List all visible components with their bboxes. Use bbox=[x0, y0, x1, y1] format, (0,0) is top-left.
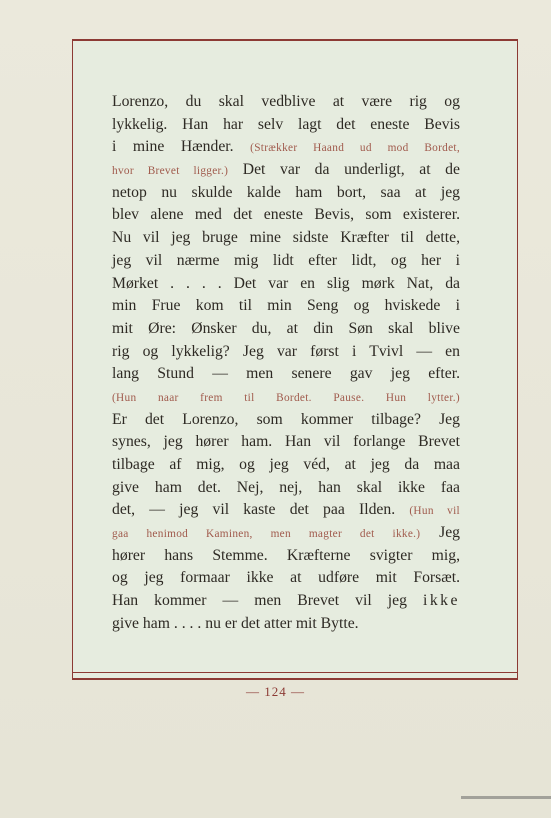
text-line bbox=[112, 499, 460, 522]
text-line bbox=[112, 545, 460, 568]
text-line bbox=[112, 227, 460, 250]
stage-direction: (Hun vil bbox=[409, 505, 460, 518]
text-line bbox=[112, 204, 460, 227]
text-line bbox=[112, 318, 460, 341]
dialogue-text: og jeg formaar ikke at udføre mit Forsæt. bbox=[112, 569, 460, 587]
emphasized-word: ikke bbox=[422, 592, 460, 610]
dialogue-text: lykkelig. Han har selv lagt det eneste Bevis bbox=[112, 115, 460, 133]
text-line bbox=[112, 159, 460, 182]
dialogue-text: lang Stund — men senere gav jeg efter. bbox=[112, 365, 460, 383]
dialogue-text: Er det Lorenzo, som kommer tilbage? Jeg bbox=[112, 410, 460, 428]
text-line bbox=[112, 136, 460, 159]
dialogue-text: Han kommer — men Brevet vil jeg bbox=[112, 592, 423, 610]
dialogue-text: Lorenzo, du skal vedblive at være rig og bbox=[112, 93, 460, 110]
page-number: — 124 — bbox=[246, 684, 305, 699]
dialogue-text: hører hans Stemme. Kræfterne svigter mig, bbox=[112, 546, 460, 564]
text-line bbox=[112, 431, 460, 454]
dialogue-text: Jeg bbox=[420, 524, 460, 542]
text-line bbox=[112, 363, 460, 386]
text-line bbox=[112, 91, 460, 114]
dialogue-text: i mine Hænder. bbox=[112, 138, 251, 156]
dialogue-text: give ham det. Nej, nej, han skal ikke faa bbox=[112, 478, 460, 496]
text-line bbox=[112, 613, 460, 636]
text-line bbox=[112, 454, 460, 477]
dialogue-text: mit Øre: Ønsker du, at din Søn skal blive bbox=[112, 319, 460, 337]
dialogue-text: det, — jeg vil kaste det paa Ilden. bbox=[112, 501, 410, 519]
text-line bbox=[112, 273, 460, 296]
text-line bbox=[112, 590, 460, 613]
stage-direction: gaa henimod Kaminen, men magter det ikke.) bbox=[112, 528, 421, 541]
body-text bbox=[112, 91, 460, 636]
dialogue-text: Det var da underligt, at de bbox=[228, 161, 460, 179]
text-line bbox=[112, 341, 460, 364]
text-line bbox=[112, 477, 460, 500]
dialogue-text: blev alene med det eneste Bevis, som existerer. bbox=[112, 206, 460, 224]
dialogue-text: min Frue kom til min Seng og hviskede i bbox=[112, 297, 460, 315]
text-line bbox=[112, 182, 460, 205]
stage-direction: (Hun naar frem til Bordet. Pause. Hun lytter.) bbox=[112, 391, 460, 404]
dialogue-text: jeg vil nærme mig lidt efter lidt, og her i bbox=[112, 251, 460, 269]
dialogue-text: Nu vil jeg bruge mine sidste Kræfter til dette, bbox=[112, 229, 460, 247]
text-line bbox=[112, 567, 460, 590]
dialogue-text: rig og lykkelig? Jeg var først i Tvivl — en bbox=[112, 342, 460, 360]
text-line bbox=[112, 114, 460, 137]
dialogue-text: give ham . . . . nu er det atter mit Bytte. bbox=[112, 614, 359, 632]
text-line bbox=[112, 250, 460, 273]
text-line bbox=[112, 522, 460, 545]
dialogue-text: synes, jeg hører ham. Han vil forlange Brevet bbox=[112, 433, 460, 451]
stage-direction: hvor Brevet ligger.) bbox=[112, 165, 229, 178]
stage-direction: (Strækker Haand ud mod Bordet, bbox=[250, 142, 460, 155]
text-line bbox=[112, 386, 460, 409]
dialogue-text: netop nu skulde kalde ham bort, saa at jeg bbox=[112, 183, 460, 201]
text-line bbox=[112, 409, 460, 432]
text-line bbox=[112, 295, 460, 318]
dialogue-text: Mørket . . . . Det var en slig mørk Nat, da bbox=[112, 274, 460, 292]
dialogue-text: tilbage af mig, og jeg véd, at jeg da maa bbox=[112, 456, 460, 473]
scan-edge-shadow bbox=[461, 796, 551, 799]
